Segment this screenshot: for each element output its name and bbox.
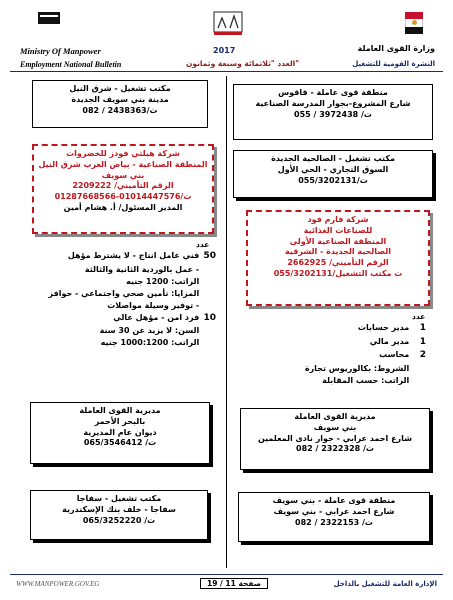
company-phone: ت/01014447576-01287668566: [54, 192, 192, 202]
company-zone: المنطقة الصناعية الأولى: [289, 236, 387, 246]
office-address: شارع المشروع-بجوار المدرسة الصناعية: [255, 98, 411, 108]
office-address: السوق التجاري - الحي الأول: [277, 164, 389, 174]
egypt-flag-icon: [405, 12, 423, 34]
office-box-safaga: [30, 490, 208, 540]
office-address: شارع احمد عرابي - بني سويف: [273, 506, 395, 516]
office-box-salhia: [233, 150, 433, 198]
company-manager: المدير المسئول/ أ. هشام أمين: [63, 202, 183, 212]
office-address: سفاجا - خلف بنك الإسكندرية: [62, 504, 176, 514]
directorate-box-beni-suef: [240, 408, 430, 470]
bulletin-year: 2017: [213, 46, 236, 55]
job-list-healthy-foods: [40, 250, 216, 349]
office-title: منطقة قوى عاملة - قاقوس: [278, 88, 388, 97]
page-footer: [10, 574, 443, 594]
job-line: الشروط: بكالوريوس تجارة: [304, 363, 410, 373]
ministry-name-en: Ministry Of Manpower: [20, 46, 101, 56]
column-divider: [226, 76, 227, 568]
office-city: بني سويف: [313, 422, 357, 432]
job-line: 10 فرد امن - مؤهل عالي: [113, 312, 216, 323]
job-line: المزايا: تأمين صحي واجتماعي - حوافز: [48, 288, 200, 298]
office-title: منطقة قوى عاملة - بني سويف: [272, 496, 396, 505]
job-line: الراتب: حسب المقابلة: [322, 375, 410, 385]
office-title: مكتب تشغيل - الصالحية الجديدة: [271, 154, 395, 163]
office-address: ديوان عام المديرية: [83, 427, 157, 437]
company-address: المنطقة الصناعية - بياض العرب شرق النيل: [38, 159, 208, 169]
bulletin-bar: [10, 60, 443, 72]
page-number: صفحة 11 / 19: [200, 578, 268, 589]
bulletin-title-ar: النشرة القومية للتشغيل: [352, 60, 435, 68]
office-title: مكتب تشغيل - سفاجا: [76, 494, 162, 503]
office-box-qaqous: [233, 84, 433, 140]
company-phone: ت مكتب التشغيل/055/3202131: [273, 268, 403, 278]
office-phone: ت/ 2322328 / 082: [296, 444, 374, 454]
office-phone: ت/ 2322153 / 082: [295, 517, 373, 527]
issue-number: العدد "ثلاثمائة وسبعة وثمانون": [186, 59, 300, 68]
count-label: عدد: [196, 240, 210, 249]
office-phone: ت/ 3972438 / 055: [294, 109, 372, 119]
job-line: - توفير وسيلة مواصلات: [107, 300, 200, 310]
office-phone: ت/ 065/3252220: [82, 515, 156, 525]
company-city: بني سويف: [101, 170, 145, 180]
department-name: الإدارة العامة للتشغيل بالداخل: [333, 580, 437, 588]
office-address: شارع احمد عرابي - جوار نادى المعلمين: [257, 433, 413, 443]
office-phone: ت/055/3202131: [298, 175, 368, 185]
office-box-beni-suef: [238, 492, 430, 542]
company-name: شركة فارم فود: [307, 215, 369, 224]
company-city: الصالحية الجديدة - الشرقية: [285, 247, 391, 257]
office-city: بالبحر الأحمر: [94, 416, 146, 426]
office-title: مديرية القوى العاملة: [294, 412, 376, 421]
count-label: عدد: [412, 312, 426, 321]
job-line: 50 فني عامل انتاج - لا يشترط مؤهل: [67, 251, 216, 261]
emblem-icon: [208, 8, 248, 38]
insurance-number: الرقم التأميني/ 2662925: [287, 258, 389, 268]
job-line: الراتب: 1200 جنيه: [126, 276, 200, 286]
ministry-name-ar: وزارة القوى العاملة: [357, 44, 435, 53]
office-title: مديرية القوى العاملة: [79, 406, 161, 415]
job-line: - عمل بالوردية الثانية والثالثة: [84, 264, 200, 274]
page-header: [10, 6, 443, 72]
website-link[interactable]: WWW.MANPOWER.GOV.EG: [16, 580, 100, 588]
flag-icon: [38, 12, 60, 24]
office-title: مكتب تشغيل - شرق النيل: [69, 84, 171, 93]
job-list-farm-food: [236, 322, 426, 387]
company-activity: للصناعات الغذائية: [303, 225, 373, 235]
job-line: 2 محاسب: [379, 350, 426, 360]
company-box-healthy-foods: [32, 144, 214, 234]
job-line: 1 مدير حسابات: [357, 323, 426, 333]
job-line: 1 مدير مالي: [369, 336, 426, 347]
bulletin-title-en: Employment National Bulletin: [20, 60, 122, 69]
office-address: مدينة بني سويف الجديدة: [71, 94, 169, 104]
company-name: شركة هيلثي فودز للخضروات: [66, 149, 180, 158]
office-box-east-nile: [32, 80, 208, 128]
job-line: السن: لا يزيد عن 30 سنة: [99, 326, 200, 335]
insurance-number: الرقم التأميني/ 2209222: [72, 181, 174, 191]
job-line: الراتب: 1000:1200 جنيه: [100, 338, 200, 347]
directorate-box-red-sea: [30, 402, 210, 464]
office-phone: ت/ 065/3546412: [83, 438, 157, 448]
company-box-farm-food: [246, 210, 430, 306]
office-phone: ت/2438363 / 082: [82, 105, 158, 115]
